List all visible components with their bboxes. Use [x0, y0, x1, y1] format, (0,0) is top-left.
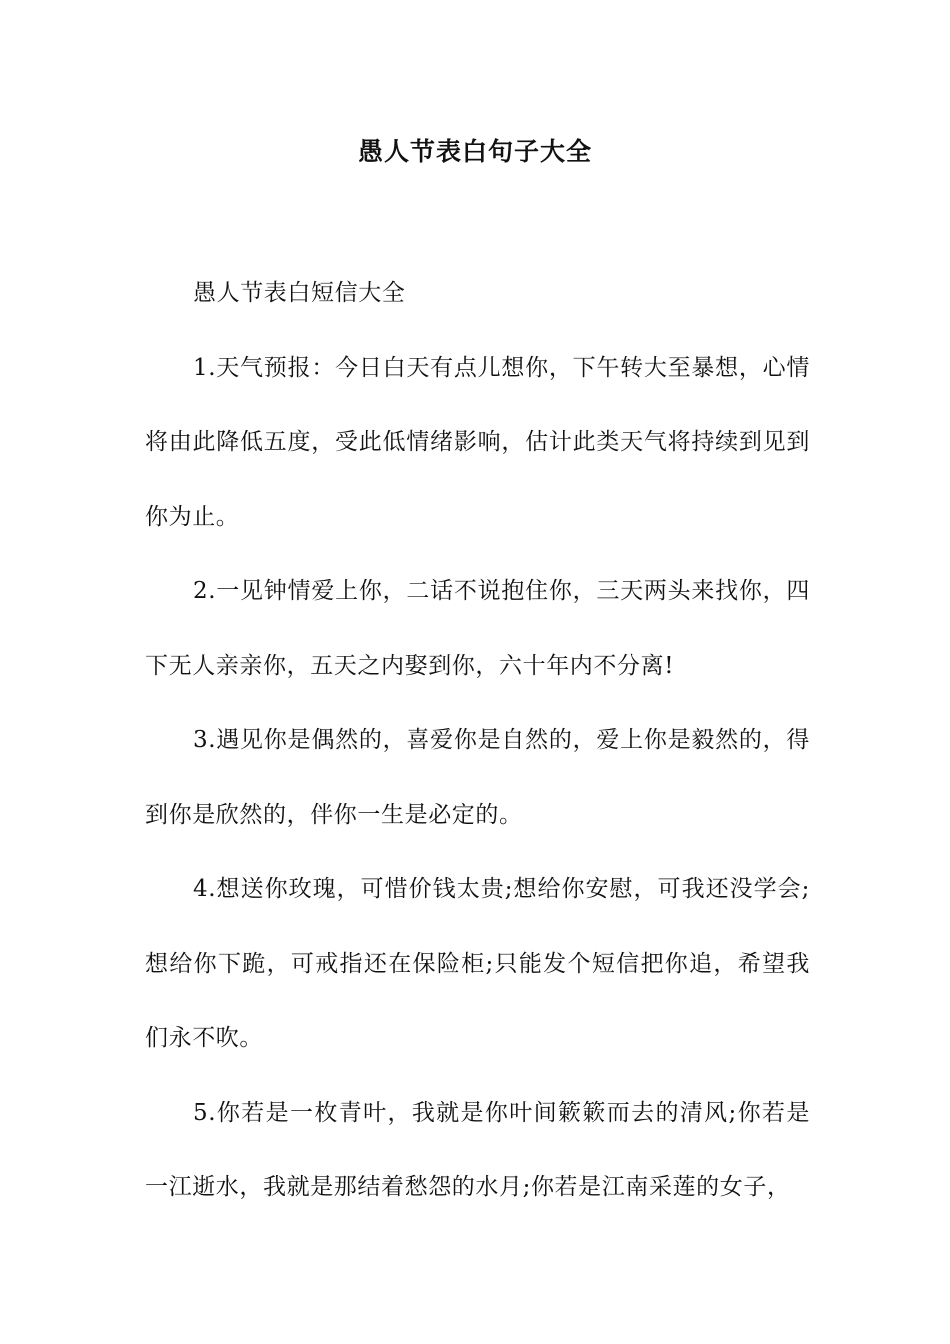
paragraph-item-2: 2.一见钟情爱上你，二话不说抱住你，三天两头来找你，四下无人亲亲你，五天之内娶到你，六十年内不分离! [145, 578, 810, 679]
paragraph-item-1: 1.天气预报：今日白天有点儿想你，下午转大至暴想，心情将由此降低五度，受此低情绪影响，估计此类天气将持续到见到你为止。 [145, 354, 810, 530]
paragraph-item-5: 5.你若是一枚青叶，我就是你叶间簌簌而去的清风;你若是一江逝水，我就是那结着愁怨的水月;你若是江南采莲的女子， [145, 1099, 810, 1200]
paragraph-item-3: 3.遇见你是偶然的，喜爱你是自然的，爱上你是毅然的，得到你是欣然的，伴你一生是必定的。 [145, 727, 810, 828]
document-title: 愚人节表白句子大全 [357, 137, 592, 166]
paragraph-item-4: 4.想送你玫瑰，可惜价钱太贵;想给你安慰，可我还没学会;想给你下跪，可戒指还在保险柜;只能发个短信把你追，希望我们永不吹。 [145, 876, 810, 1051]
document-body [145, 256, 810, 1225]
section-heading: 愚人节表白短信大全 [193, 280, 406, 306]
